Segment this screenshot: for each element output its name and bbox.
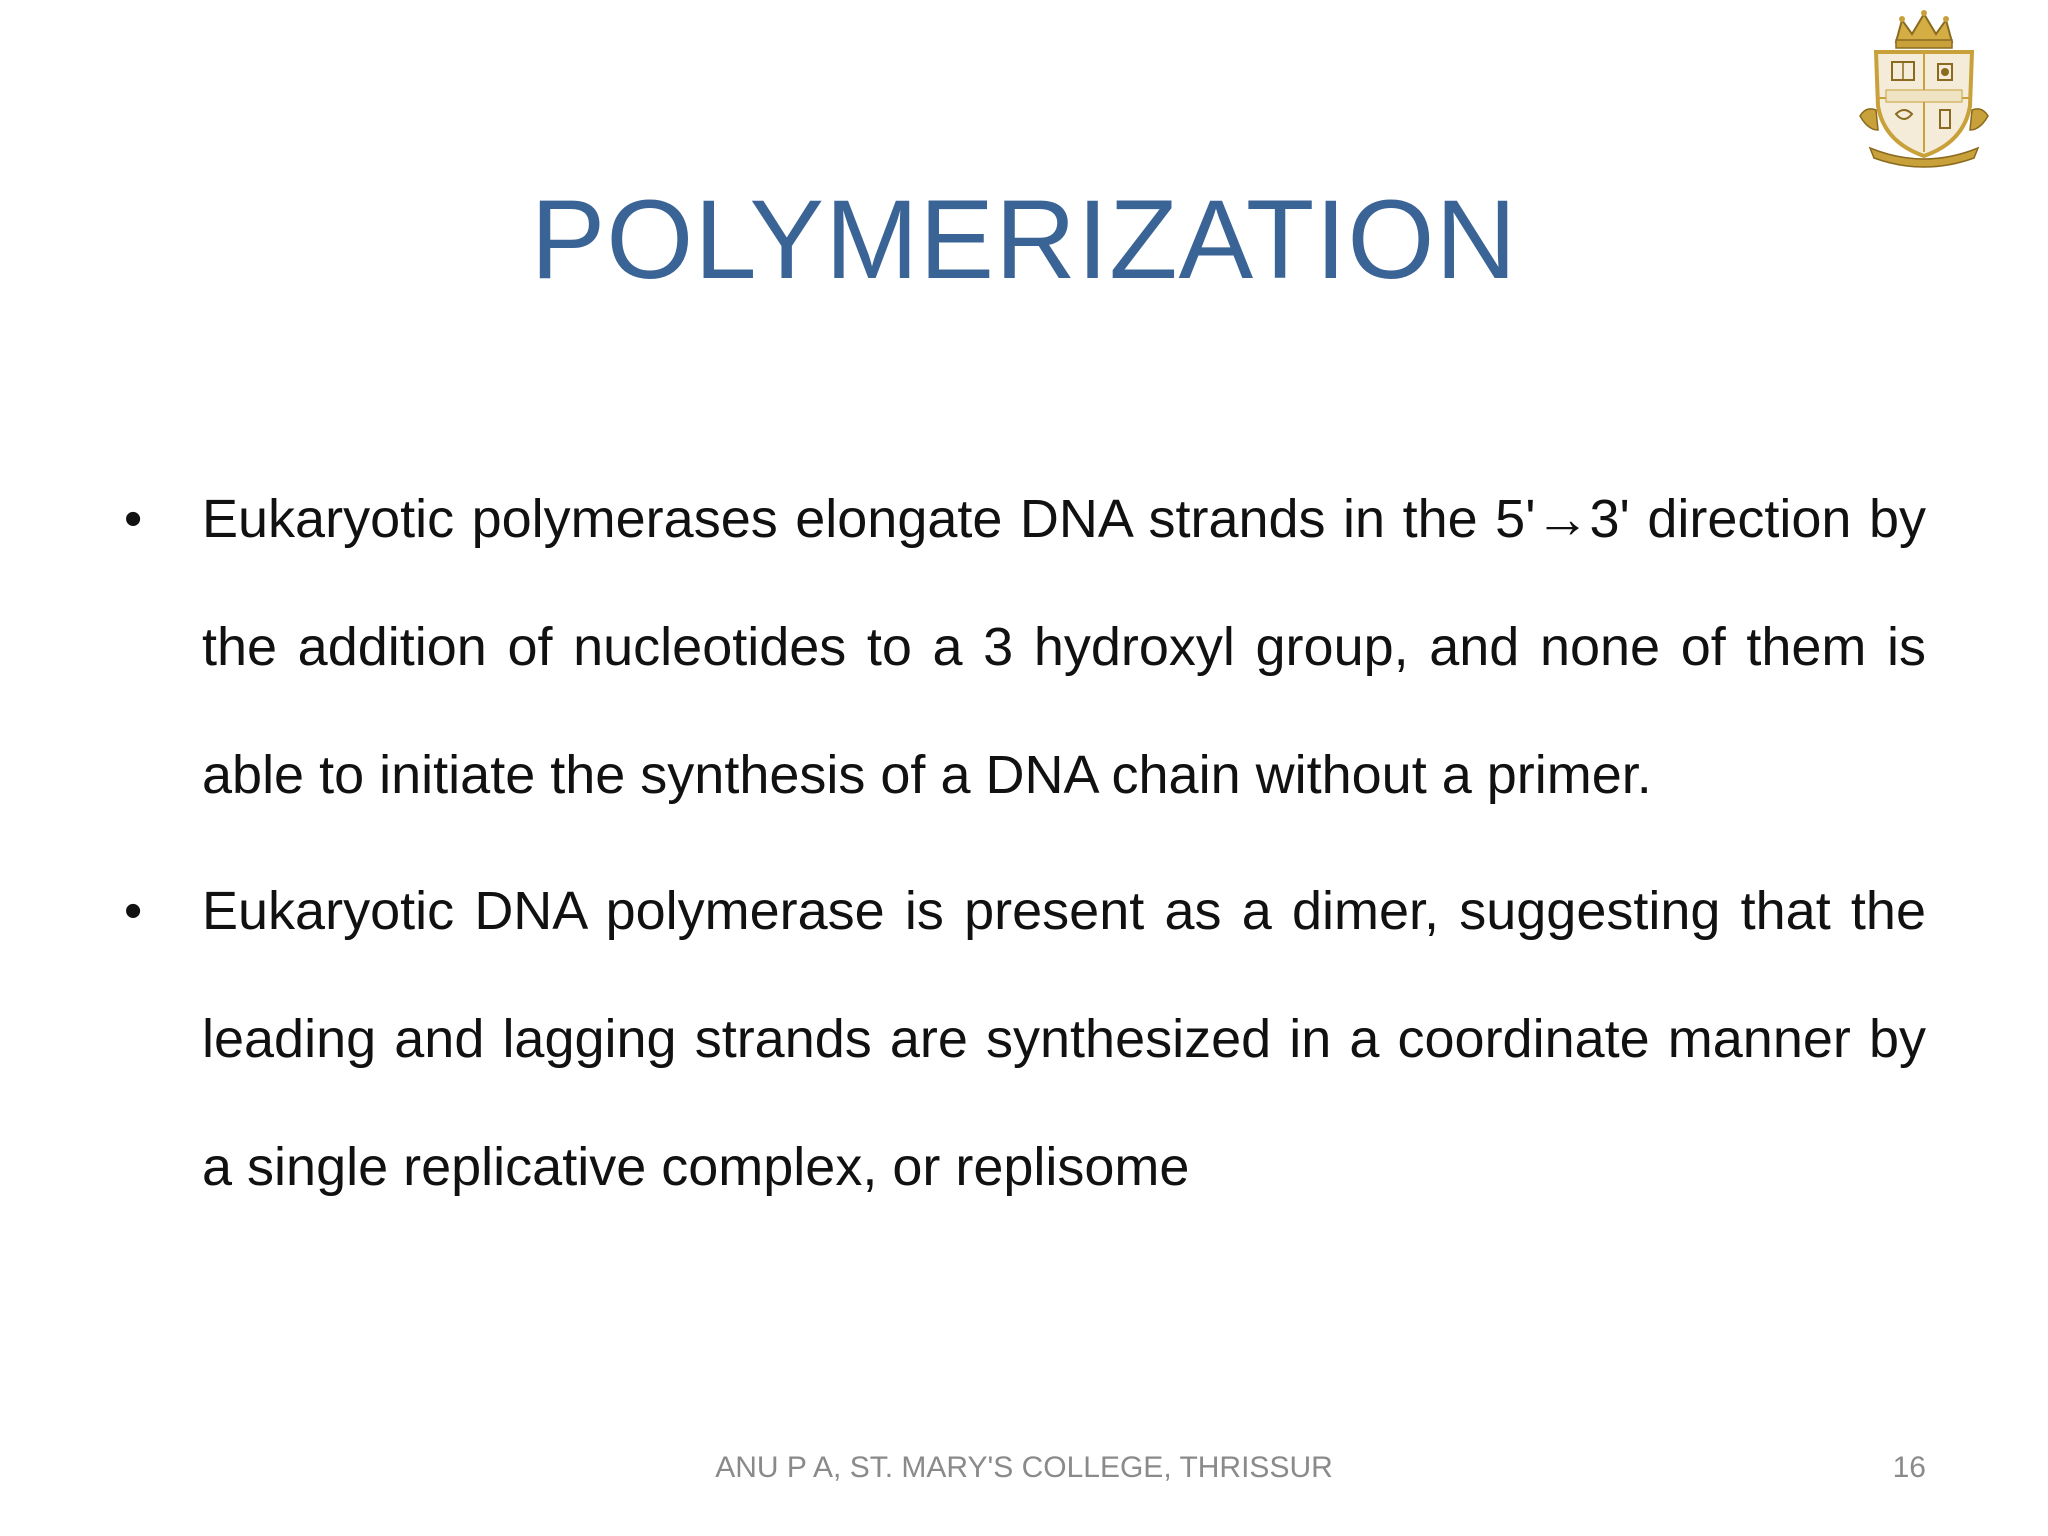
slide-footer: ANU P A, ST. MARY'S COLLEGE, THRISSUR [715,1451,1333,1484]
college-crest-icon [1852,6,1996,170]
bullet-item [118,455,1926,839]
page-number: 16 [1892,1451,1926,1484]
bullet-text: Eukaryotic polymerases elongate DNA strands in the 5'→3' direction by the addition of nucleotides to a 3 hydroxyl group, and none of them is able to initiate the synthesis of a DNA chain without a primer. [202,489,1926,805]
slide-title: POLYMERIZATION [530,177,1518,302]
bullet-list [118,455,1926,1231]
bullet-marker: • [124,882,143,940]
bullet-item [118,847,1926,1231]
bullet-text: Eukaryotic DNA polymerase is present as a dimer, suggesting that the leading and lagging strands are synthesized in a coordinate manner by a single replicative complex, or replisome [202,881,1926,1197]
bullet-marker: • [124,490,143,548]
